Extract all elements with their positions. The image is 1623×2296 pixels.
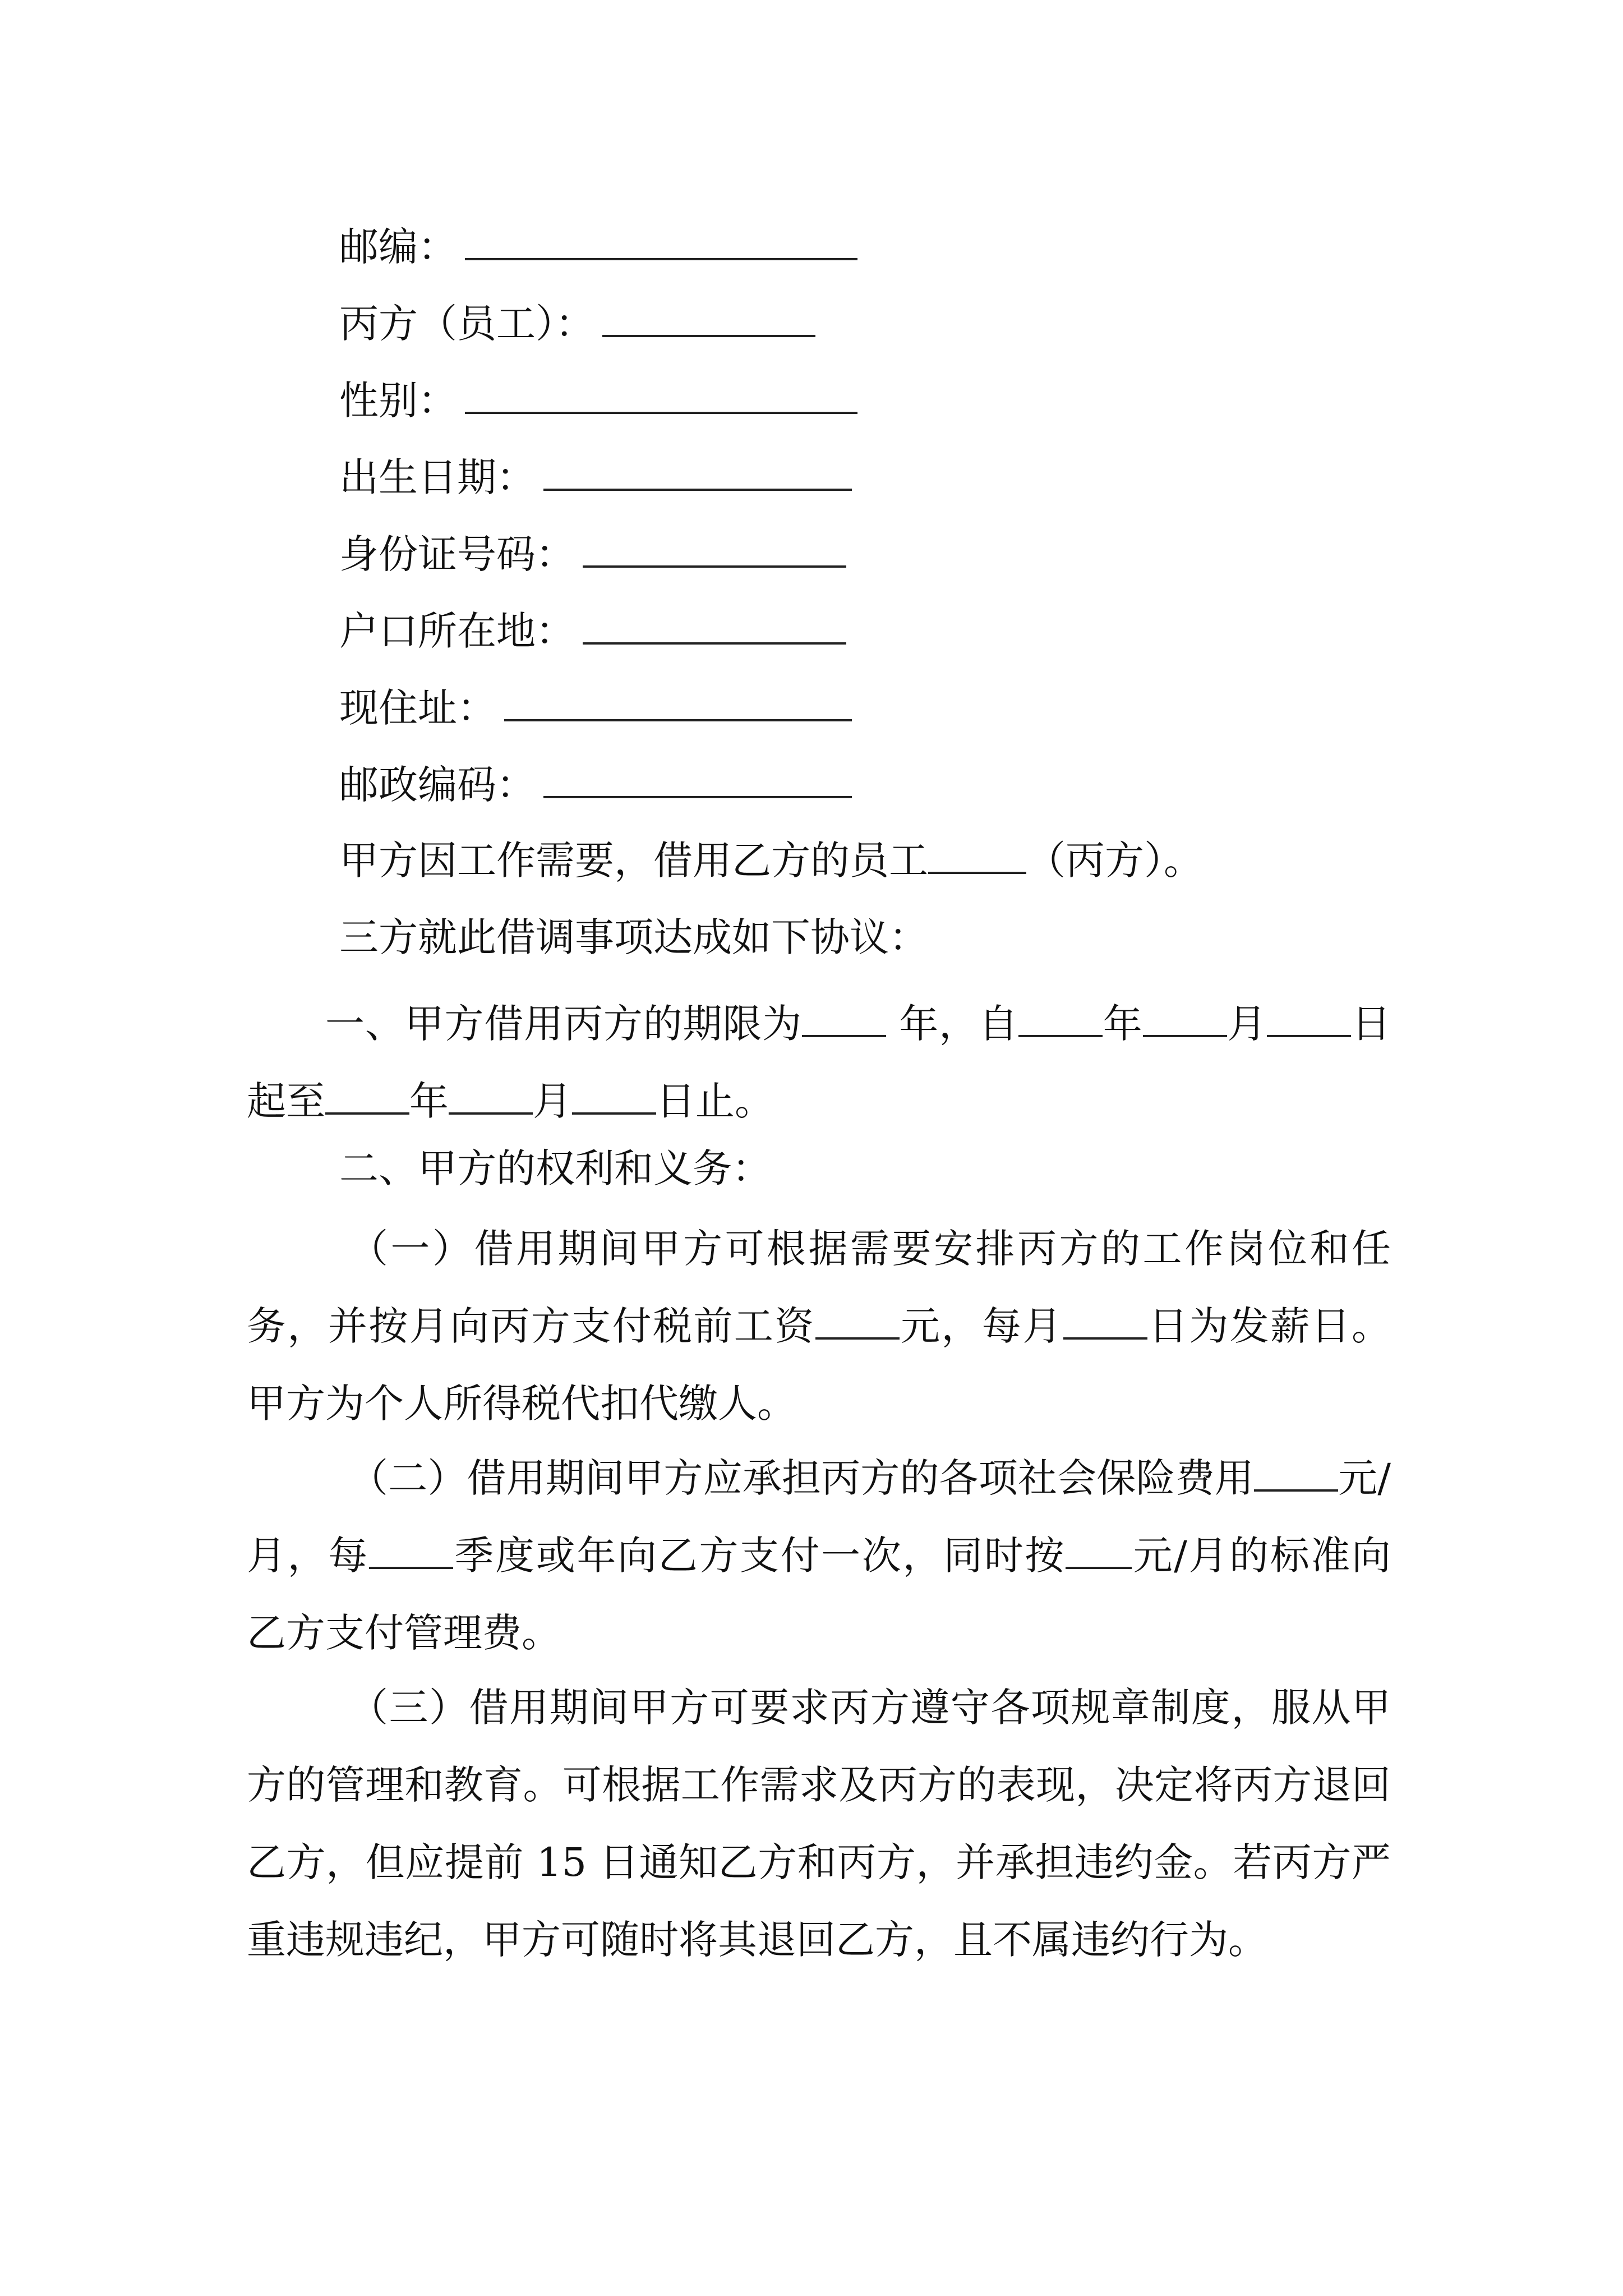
clause-text: 一、甲方借用丙方的期限为 xyxy=(325,1001,803,1047)
blank-line xyxy=(543,454,852,491)
field-birthdate xyxy=(339,454,852,500)
sub-clause-1 xyxy=(247,1210,1391,1442)
field-party-c xyxy=(339,300,815,346)
blank-line xyxy=(449,1080,533,1115)
blank-line xyxy=(802,1002,886,1037)
clause-text: 元/月的标准向乙方支付管理费。 xyxy=(247,1533,1391,1656)
blank-line xyxy=(1254,1457,1338,1492)
clause-text: 元，每月 xyxy=(899,1303,1063,1349)
clause-text: 日起至 xyxy=(247,1001,1391,1124)
clause-text: 元/月，每 xyxy=(247,1455,1391,1579)
clause-text: （一）借用期间甲方可根据需要安排丙方的工作岗位和任务，并按月向丙方支付税前工资 xyxy=(247,1226,1391,1349)
sub-clause-3: （三）借用期间甲方可要求丙方遵守各项规章制度，服从甲方的管理和教育。可根据工作需求及丙方的表现，决定将丙方退回乙方，但应提前 15 日通知乙方和丙方，并承担违约金。若丙方严重违规违纪，甲方可随时将其退回乙方，且不属违约行为。 xyxy=(247,1685,1391,1963)
field-postcode xyxy=(339,223,857,269)
field-label: 丙方（员工）： xyxy=(339,301,594,347)
blank-line xyxy=(543,761,852,798)
field-label: 性别： xyxy=(339,378,457,424)
field-zipcode xyxy=(339,761,852,807)
clause-text: 年 xyxy=(1102,1001,1143,1047)
clause-text: 月 xyxy=(1227,1001,1267,1047)
field-label: 现住址： xyxy=(339,685,496,731)
blank-line xyxy=(1267,1002,1351,1037)
blank-line xyxy=(572,1080,656,1115)
blank-line xyxy=(1143,1002,1227,1037)
clause-2-title: 二、甲方的权利和义务： xyxy=(339,1145,771,1191)
blank-line xyxy=(369,1534,453,1569)
blank-line xyxy=(583,608,846,645)
blank-line xyxy=(1063,1305,1147,1340)
field-id-number xyxy=(339,531,846,577)
blank-line xyxy=(504,684,852,721)
field-label: 身份证号码： xyxy=(339,531,575,577)
blank-line xyxy=(465,377,857,414)
clause-text: 月 xyxy=(533,1078,572,1124)
blank-line xyxy=(465,223,857,260)
blank-line xyxy=(325,1080,409,1115)
clause-1 xyxy=(247,985,1391,1140)
field-label: 出生日期： xyxy=(339,454,536,500)
clause-text: （二）借用期间甲方应承担丙方的各项社会保险费用 xyxy=(349,1455,1255,1501)
field-label: 邮编： xyxy=(339,224,457,270)
clause-text: 日止。 xyxy=(656,1078,774,1124)
field-label: 邮政编码： xyxy=(339,762,536,808)
blank-line xyxy=(583,531,846,568)
clause-text: 年 xyxy=(409,1078,449,1124)
clause-text: 日为发薪日。甲方为个人所得税代扣代缴人。 xyxy=(247,1303,1391,1427)
blank-line xyxy=(1066,1534,1132,1569)
intro-text: （丙方）。 xyxy=(1026,838,1203,884)
field-label: 户口所在地： xyxy=(339,608,575,654)
blank-line xyxy=(928,839,1026,874)
intro-text: 甲方因工作需要，借用乙方的员工 xyxy=(339,838,928,884)
clause-text: 季度或年向乙方支付一次，同时按 xyxy=(453,1533,1066,1579)
blank-line xyxy=(602,300,815,337)
intro-paragraph-2: 三方就此借调事项达成如下协议： xyxy=(339,914,928,960)
blank-line xyxy=(815,1305,900,1340)
blank-line xyxy=(1018,1002,1103,1037)
clause-text: 年，自 xyxy=(899,1001,1018,1047)
field-gender xyxy=(339,377,857,423)
field-household xyxy=(339,608,846,654)
sub-clause-2 xyxy=(247,1439,1391,1672)
field-address xyxy=(339,684,852,730)
intro-paragraph-1 xyxy=(339,838,1203,883)
